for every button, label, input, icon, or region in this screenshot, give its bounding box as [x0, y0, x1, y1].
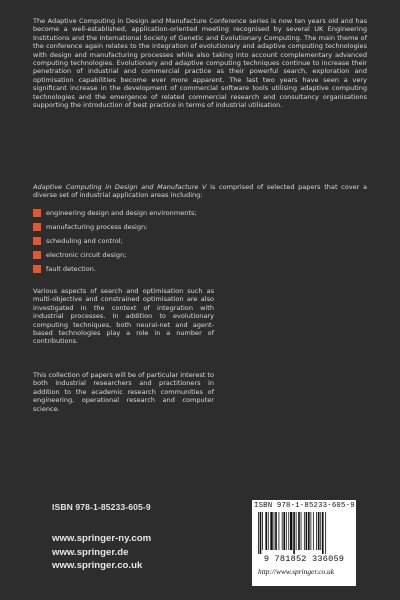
barcode-isbn: ISBN 978-1-85233-605-9 [254, 502, 355, 510]
list-item: engineering design and design environments; [33, 209, 333, 223]
bullet-square-icon [33, 209, 41, 217]
aspects-paragraph: Various aspects of search and optimisation such as multi-objective and constrained optimisation are also investigated in the context of integration with industrial processes. In addition to evolutionary computing techniques, both neural-net and agent-based technologies play a role in a number of contributions. [33, 287, 214, 346]
publisher-urls [52, 532, 151, 573]
barcode-block [252, 500, 356, 586]
bullet-square-icon [33, 265, 41, 273]
barcode-digits: 9 781852 336059 [263, 554, 345, 564]
url-springer-de[interactable]: www.springer.de [52, 546, 129, 558]
list-item: fault detection. [33, 265, 333, 279]
url-springer-co-uk[interactable]: www.springer.co.uk [52, 560, 143, 571]
intro-paragraph: The Adaptive Computing in Design and Manufacture Conference series is now ten years old and has become a well-established, application-oriented meeting recognised by several UK Engineering Institutions and the International Society of Genetic and Evolutionary Computing. The main theme of the conference again relates to the integration of evolutionary and adaptive computing technologies with design and manufacturing processes while also taking into account complementary advanced computing technologies. Evolutionary and adaptive computing techniques continue to increase their penetration of industrial and commercial practice as their powerful search, exploration and optimisation capabilities become ever more apparent. The last two years have seen a very significant increase in the development of commercial software tools utilising adaptive computing technologies and the emergence of related commercial research and consultancy organisations supporting the introduction of best practice in terms of industrial utilisation. [33, 17, 367, 110]
isbn-label: ISBN 978-1-85233-605-9 [52, 502, 151, 512]
comprised-paragraph [33, 183, 367, 200]
list-item: manufacturing process design; [33, 223, 333, 237]
list-item: electronic circuit design; [33, 251, 333, 265]
bullet-square-icon [33, 223, 41, 231]
bullet-square-icon [33, 237, 41, 245]
list-item: scheduling and control; [33, 237, 333, 251]
book-title: Adaptive Computing in Design and Manufacture V [33, 183, 207, 191]
collection-paragraph: This collection of papers will be of particular interest to both industrial researchers and practitioners in addition to the academic research communities of engineering, operational research and computer science. [33, 371, 214, 413]
barcode-url[interactable]: http://www.springer.co.uk [258, 567, 335, 576]
barcode-icon [258, 512, 350, 554]
comprised-text: is comprised of selected papers that cover a diverse set of industrial application areas including: [33, 183, 367, 200]
url-springer-ny[interactable]: www.springer-ny.com [52, 533, 152, 544]
bullet-square-icon [33, 251, 41, 259]
application-areas-list [33, 209, 333, 279]
